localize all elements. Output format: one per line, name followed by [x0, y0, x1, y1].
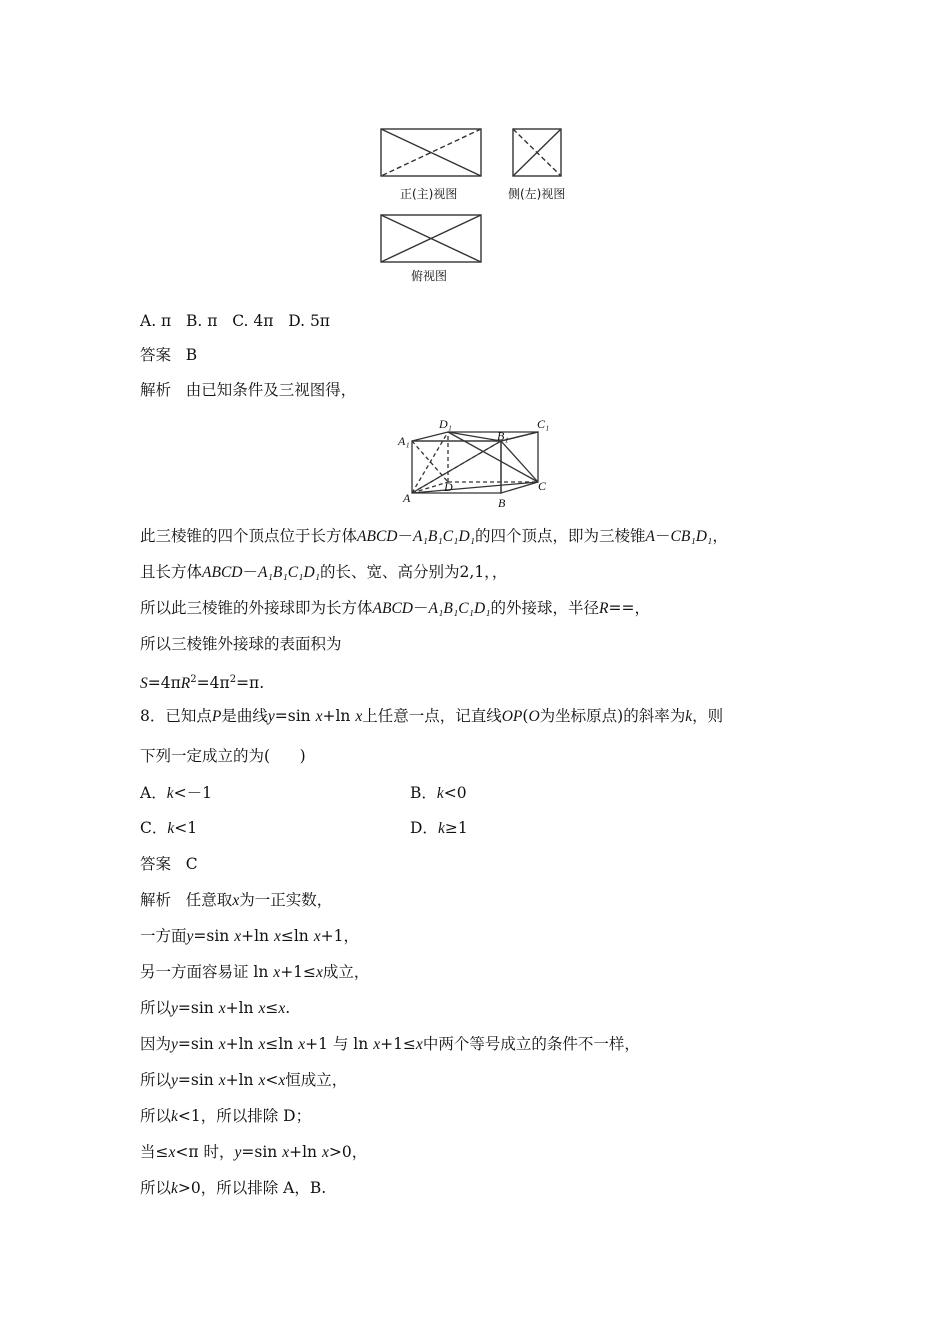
q8-analysis-line3: 另一方面容易证 ln x+1≤x成立，: [140, 963, 370, 981]
q8-stem-line2: 下列一定成立的为( ): [140, 747, 306, 765]
label-b: B: [498, 496, 506, 510]
label-a: A: [403, 491, 411, 505]
q7-analysis-intro: 解析 由已知条件及三视图得，: [140, 381, 357, 399]
label-d1: D₁: [439, 417, 452, 431]
q8-analysis-line8: 当≤x<π 时，y=sin x+ln x>0，: [140, 1143, 368, 1161]
q7-body-line5: $S=4\pi R^2=4\pi^2=\pi$.: [140, 674, 265, 692]
cuboid-figure: [0, 0, 950, 540]
label-a1: A₁: [398, 434, 410, 448]
q8-option-a: A．k<－1: [140, 784, 212, 802]
q7-body-line1: 此三棱锥的四个顶点位于长方体ABCD－A₁B₁C₁D₁的四个顶点，即为三棱锥A－CB₁D₁，: [140, 527, 728, 545]
q8-analysis-line4: 所以y=sin x+ln x≤x.: [140, 999, 291, 1017]
edge-a-solid-to-b1-face: [412, 441, 501, 493]
q8-analysis-line9: 所以k>0，所以排除 A，B.: [140, 1179, 327, 1197]
q7-options: A. π B. π C. 4π D. 5π: [140, 312, 330, 330]
q7-body-line3: 所以此三棱锥的外接球即为长方体ABCD－A₁B₁C₁D₁的外接球，半径R==，: [140, 599, 650, 617]
label-d: D: [444, 480, 453, 494]
label-c: C: [538, 479, 547, 493]
q7-body-line2: 且长方体ABCD－A₁B₁C₁D₁的长、宽、高分别为2,1，，: [140, 563, 508, 581]
q7-body-line4: 所以三棱锥外接球的表面积为: [140, 635, 342, 653]
top-view-caption: 俯视图: [411, 269, 448, 283]
q8-option-d: D．k≥1: [410, 819, 468, 837]
label-c1: C₁: [537, 417, 550, 431]
q8-stem-line1: 8．已知点P是曲线y=sin x+ln x上任意一点，记直线OP(O为坐标原点)的斜率为k，则: [140, 707, 724, 725]
q8-analysis-line7: 所以k<1，所以排除 D；: [140, 1107, 312, 1125]
q8-option-b: B．k<0: [410, 784, 467, 802]
q8-answer: 答案 C: [140, 855, 198, 873]
edge-b1-c: [501, 441, 538, 482]
q8-analysis-line1: 解析 任意取x为一正实数，: [140, 891, 333, 909]
front-view-caption: 正(主)视图: [400, 187, 458, 201]
q8-analysis-line5: 因为y=sin x+ln x≤ln x+1 与 ln x+1≤x中两个等号成立的条件不一样，: [140, 1035, 640, 1053]
q8-option-c: C．k<1: [140, 819, 198, 837]
label-b1: B₁: [497, 429, 509, 443]
q8-analysis-line2: 一方面y=sin x+ln x≤ln x+1，: [140, 927, 359, 945]
q7-answer: 答案 B: [140, 346, 198, 364]
q8-analysis-line6: 所以y=sin x+ln x<x恒成立，: [140, 1071, 348, 1089]
side-view-caption: 侧(左)视图: [508, 187, 566, 201]
